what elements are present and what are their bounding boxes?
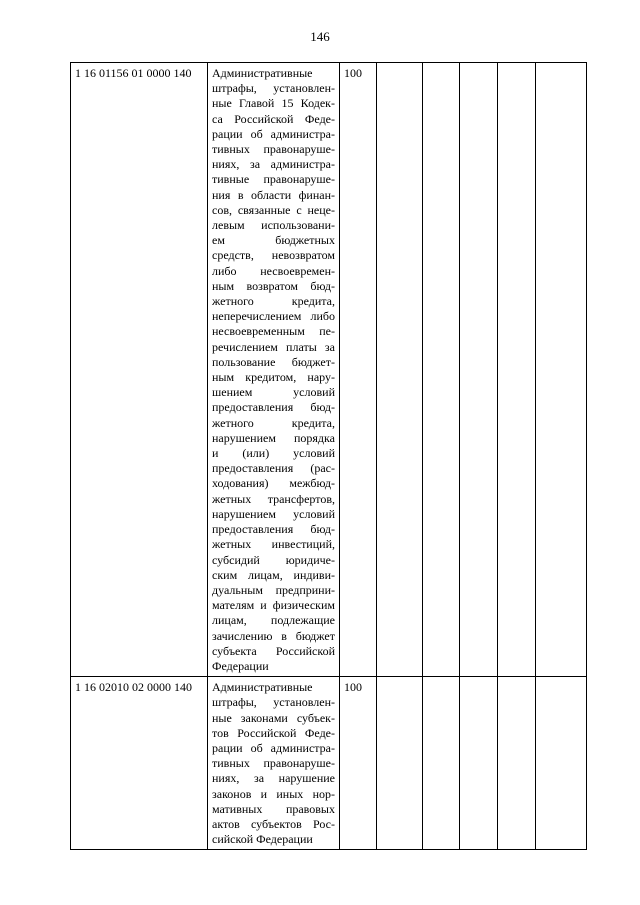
revenue-name-line: пользование бюджет- bbox=[212, 354, 335, 369]
revenue-name-line: са Российской Феде- bbox=[212, 111, 335, 126]
revenue-name-line: и (или) условий bbox=[212, 446, 335, 461]
revenue-name-line: ем бюджетных bbox=[212, 233, 335, 248]
revenue-name-line: нарушением условий bbox=[212, 506, 335, 521]
revenue-code-cell: 1 16 01156 01 0000 140 bbox=[71, 63, 208, 677]
revenue-name-line: нарушением порядка bbox=[212, 430, 335, 445]
revenue-name-line: актов субъектов Рос- bbox=[212, 816, 335, 831]
revenue-name-line: мативных правовых bbox=[212, 801, 335, 816]
empty-cell bbox=[423, 63, 460, 677]
table-body bbox=[71, 63, 587, 850]
revenue-name-cell bbox=[208, 63, 340, 677]
revenue-name-line: мателям и физическим bbox=[212, 598, 335, 613]
revenue-name-line: несвоевременным пе- bbox=[212, 324, 335, 339]
revenue-name-line: предоставления бюд- bbox=[212, 400, 335, 415]
revenue-name-line: ным кредитом, нару- bbox=[212, 370, 335, 385]
revenue-name-line: предоставления (рас- bbox=[212, 461, 335, 476]
revenue-name-line: левым использовани- bbox=[212, 218, 335, 233]
revenue-name-line: тивных правонаруше- bbox=[212, 756, 335, 771]
revenue-name-cell bbox=[208, 677, 340, 850]
normative-value-cell: 100 bbox=[340, 63, 377, 677]
empty-cell bbox=[498, 677, 536, 850]
revenue-name-line: штрафы, установлен- bbox=[212, 81, 335, 96]
revenue-name-line: лицам, подлежащие bbox=[212, 613, 335, 628]
revenue-name-line: ным возвратом бюд- bbox=[212, 278, 335, 293]
empty-cell bbox=[377, 63, 423, 677]
revenue-name-line: жетных трансфертов, bbox=[212, 491, 335, 506]
normative-value-cell: 100 bbox=[340, 677, 377, 850]
empty-cell bbox=[460, 677, 498, 850]
revenue-name-line: сов, связанные с неце- bbox=[212, 202, 335, 217]
revenue-name-line: ходования) межбюд- bbox=[212, 476, 335, 491]
table-row bbox=[71, 677, 587, 850]
revenue-name-line: Административные bbox=[212, 680, 313, 695]
revenue-name-line: ные законами субъек- bbox=[212, 710, 335, 725]
revenue-name-line: субсидий юридиче- bbox=[212, 552, 335, 567]
revenue-name-line: речислением платы за bbox=[212, 339, 335, 354]
revenue-name-line: шением условий bbox=[212, 385, 335, 400]
empty-cell bbox=[536, 63, 587, 677]
page-number: 146 bbox=[310, 29, 330, 44]
revenue-name-line: ниях, за администра- bbox=[212, 157, 335, 172]
empty-cell bbox=[423, 677, 460, 850]
table-row bbox=[71, 63, 587, 677]
revenue-name-line: субъекта Российской bbox=[212, 643, 335, 658]
empty-cell bbox=[460, 63, 498, 677]
revenue-name-line: ским лицам, индиви- bbox=[212, 567, 335, 582]
revenue-code-cell: 1 16 02010 02 0000 140 bbox=[71, 677, 208, 850]
revenue-name-line: Административные bbox=[212, 66, 313, 80]
revenue-name-line: ниях, за нарушение bbox=[212, 771, 335, 786]
empty-cell bbox=[536, 677, 587, 850]
revenue-name-line: средств, невозвратом bbox=[212, 248, 335, 263]
revenue-name-line: зачислению в бюджет bbox=[212, 628, 335, 643]
revenue-name-line: дуальным предприни- bbox=[212, 582, 335, 597]
revenue-name-line: тов Российской Феде- bbox=[212, 725, 335, 740]
revenue-name-line: Федерации bbox=[212, 658, 269, 673]
revenue-name-line: жетного кредита, bbox=[212, 415, 335, 430]
empty-cell bbox=[377, 677, 423, 850]
revenue-name-line: жетного кредита, bbox=[212, 294, 335, 309]
empty-cell bbox=[498, 63, 536, 677]
revenue-name-line: неперечислением либо bbox=[212, 309, 335, 324]
budget-revenue-table bbox=[70, 62, 587, 850]
revenue-name-line: законов и иных нор- bbox=[212, 786, 335, 801]
revenue-name-line: ния в области финан- bbox=[212, 187, 335, 202]
revenue-name-line: рации об администра- bbox=[212, 740, 335, 755]
revenue-name-line: либо несвоевремен- bbox=[212, 263, 335, 278]
revenue-name-line: штрафы, установлен- bbox=[212, 695, 335, 710]
revenue-name-line: рации об администра- bbox=[212, 126, 335, 141]
revenue-name-line: тивных правонаруше- bbox=[212, 142, 335, 157]
revenue-name-line: предоставления бюд- bbox=[212, 522, 335, 537]
revenue-name-line: сийской Федерации bbox=[212, 832, 313, 847]
revenue-name-line: тивные правонаруше- bbox=[212, 172, 335, 187]
revenue-name-line: жетных инвестиций, bbox=[212, 537, 335, 552]
revenue-name-line: ные Главой 15 Кодек- bbox=[212, 96, 335, 111]
